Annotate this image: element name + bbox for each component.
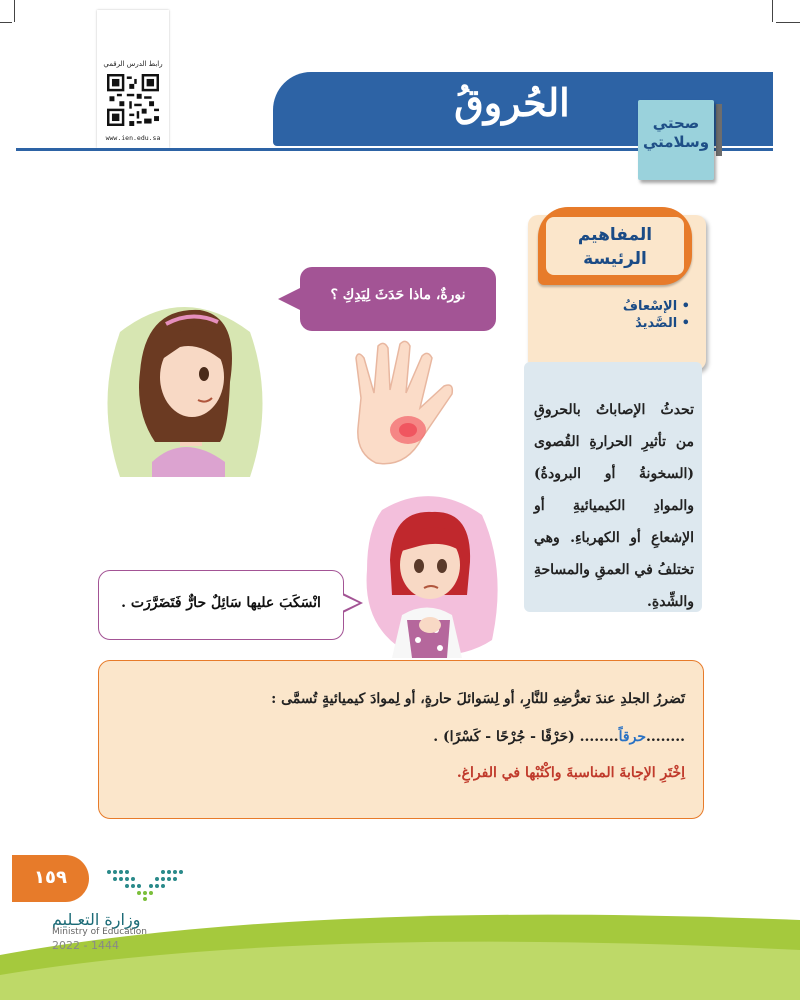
concept-item: • الصَّديدُ [635,316,690,331]
question-speech-bubble [300,267,496,331]
section-tab [638,100,714,180]
qr-card[interactable] [97,10,169,148]
ministry-name-arabic: وزارة التعـليم [52,910,141,929]
ministry-year: 2022 - 1444 [52,939,119,952]
concept-item: • الإسْعافُ [622,299,690,314]
key-concepts-header [538,207,692,285]
girl-noura-illustration [100,292,268,477]
activity-options: ........ (حَرْقًا - جُرْحًا - كَسْرًا) . [433,729,619,745]
ministry-logo-icon [105,866,187,902]
page-title: الحُروقُ [454,80,570,125]
answer-text: انْسَكَبَ عليها سَائِلٌ حارٌّ فَتَضَرَّرَت . [121,595,321,611]
answer-speech-bubble [98,570,344,640]
key-concepts-title: المفاهيم الرئيسة [577,225,653,269]
qr-code-icon[interactable] [107,74,159,126]
description-panel [524,362,702,612]
speech-bubble-tail [278,287,302,311]
qr-title: رابط الدرس الرقمي [103,60,163,68]
question-text: نورةٌ، ماذا حَدَثَ لِيَدِكِ ؟ [330,287,466,303]
description-text: تحدثُ الإصاباتُ بالحروقِ من تأثيرِ الحرارةِ القُصوى (السخونةُ أو البرودةُ) والموادِ الكيميائيةِ أو الإشعاعِ أو الكهرباءِ. وهي تختلفُ في العمقِ والمساحةِ والشِّدةِ. [534,402,694,610]
key-concepts-list [623,299,690,331]
activity-instruction: اِخْتَرِ الإجابةَ المناسبةَ واكْتُبْها في الفراغِ. [456,765,685,781]
section-tab-label: صحتي وسلامتي [642,114,710,151]
page-number: ١٥٩ [34,867,67,888]
burned-hand-illustration [336,338,466,470]
crop-mark [14,0,15,22]
activity-answer-line: ........حرقاً........ (حَرْقًا - جُرْحًا - كَسْرًا) . [433,729,685,745]
page-number-badge [12,855,89,902]
activity-box [98,660,704,819]
activity-statement: تَضررُ الجلدِ عندَ تعرُّضِهِ للنَّارِ، أو لِسَوائلَ حارةٍ، أو لِموادَ كيميائيةٍ تُسمَّى : [271,691,685,707]
activity-answer[interactable]: حرقاً [618,729,646,745]
ministry-name-english: Ministry of Education [52,927,147,937]
key-concepts-card [528,215,706,370]
girl-hurt-illustration [352,490,502,658]
qr-url[interactable]: www.ien.edu.sa [105,134,161,142]
crop-mark [776,22,800,23]
crop-mark [0,22,12,23]
crop-mark [772,0,773,22]
section-tab-shadow [716,104,722,156]
